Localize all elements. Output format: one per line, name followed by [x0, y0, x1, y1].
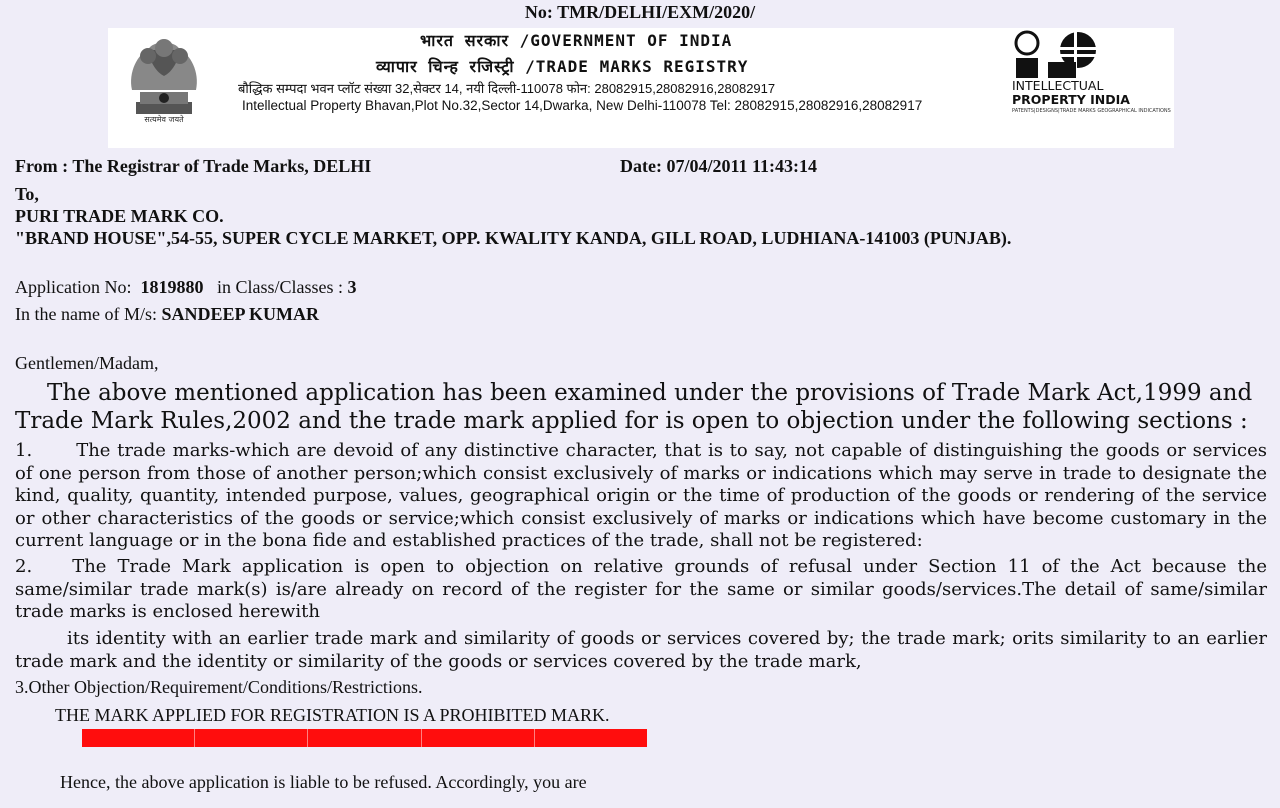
salutation: Gentlemen/Madam,	[15, 353, 159, 373]
class-value: 3	[347, 277, 357, 297]
addressee-name: PURI TRADE MARK CO.	[15, 206, 224, 226]
class-label: in Class/Classes :	[216, 277, 343, 297]
objection-item-1	[15, 440, 1267, 553]
ip-india-logo-icon	[1008, 30, 1108, 80]
item-2-number: 2.	[15, 556, 33, 577]
item-1-text: The trade marks-which are devoid of any distinctive character, that is to say, not capable of distinguishing the goods or services of one person from those of another person;which consist exclusively of marks or indications which may serve in trade to designate the kind, quality, quantity, intended purpose, values, geographical origin or the time of production of the goods or rendering of the service or other characteristics of the goods or service;which consist exclusively of marks or indications which have become customary in the current language or in the bona fide and established practices of the trade, shall not be registered:	[15, 440, 1267, 551]
application-number-line	[15, 277, 357, 298]
redaction-bar	[82, 729, 647, 747]
banner-address-english: Intellectual Property Bhavan,Plot No.32,Sector 14,Dwarka, New Delhi-110078 Tel: 28082915,28082916,28082917	[242, 98, 923, 113]
from-line: From : The Registrar of Trade Marks, DELHI	[15, 156, 372, 176]
ip-india-logo-subtitle: PATENTS|DESIGNS|TRADE MARKS GEOGRAPHICAL INDICATIONS	[1012, 108, 1171, 114]
letterhead-banner	[108, 28, 1174, 148]
to-label: To,	[15, 184, 39, 204]
objection-item-2	[15, 556, 1267, 624]
date-line: Date: 07/04/2011 11:43:14	[620, 156, 817, 176]
applicant-name-line	[15, 304, 319, 325]
objection-statement: THE MARK APPLIED FOR REGISTRATION IS A PROHIBITED MARK.	[55, 705, 610, 725]
banner-registry-title: व्यापार चिन्ह रजिस्ट्री /TRADE MARKS REGISTRY	[376, 57, 749, 76]
objection-item-3: 3.Other Objection/Requirement/Conditions/Restrictions.	[15, 677, 423, 697]
closing-paragraph: Hence, the above application is liable to be refused. Accordingly, you are	[60, 772, 587, 792]
applicant-name-label: In the name of M/s:	[15, 304, 157, 324]
reference-number: No: TMR/DELHI/EXM/2020/	[524, 2, 756, 22]
objection-item-2-continued: its identity with an earlier trade mark and similarity of goods or services covered by; the trade mark; orits similarity to an earlier trade mark and the identity or similarity of the goods or services covered by the trade mark,	[15, 628, 1267, 672]
banner-address-hindi: बौद्धिक सम्पदा भवन प्लॉट संख्या 32,सेक्टर 14, नयी दिल्ली-110078 फोन: 28082915,28082916,28082917	[238, 81, 776, 96]
application-number-label: Application No:	[15, 277, 132, 297]
applicant-name: SANDEEP KUMAR	[161, 304, 319, 324]
intro-paragraph: The above mentioned application has been examined under the provisions of Trade Mark Act,1999 and Trade Mark Rules,2002 and the trade mark applied for is open to objection under the following sections :	[15, 380, 1253, 434]
emblem-motto: सत्यमेव जयते	[144, 115, 184, 124]
addressee-address: "BRAND HOUSE",54-55, SUPER CYCLE MARKET, OPP. KWALITY KANDA, GILL ROAD, LUDHIANA-141003 (PUNJAB).	[15, 228, 1012, 248]
banner-government-title: भारत सरकार /GOVERNMENT OF INDIA	[420, 31, 733, 50]
item-2-text: The Trade Mark application is open to objection on relative grounds of refusal under Section 11 of the Act because the same/similar trade mark(s) is/are already on record of the register for the same or similar goods/services.The detail of same/similar trade marks is enclosed herewith	[15, 556, 1267, 622]
item-1-number: 1.	[15, 440, 33, 461]
application-number: 1819880	[140, 277, 204, 297]
ip-india-logo-text: INTELLECTUAL PROPERTY INDIA	[1012, 78, 1130, 107]
